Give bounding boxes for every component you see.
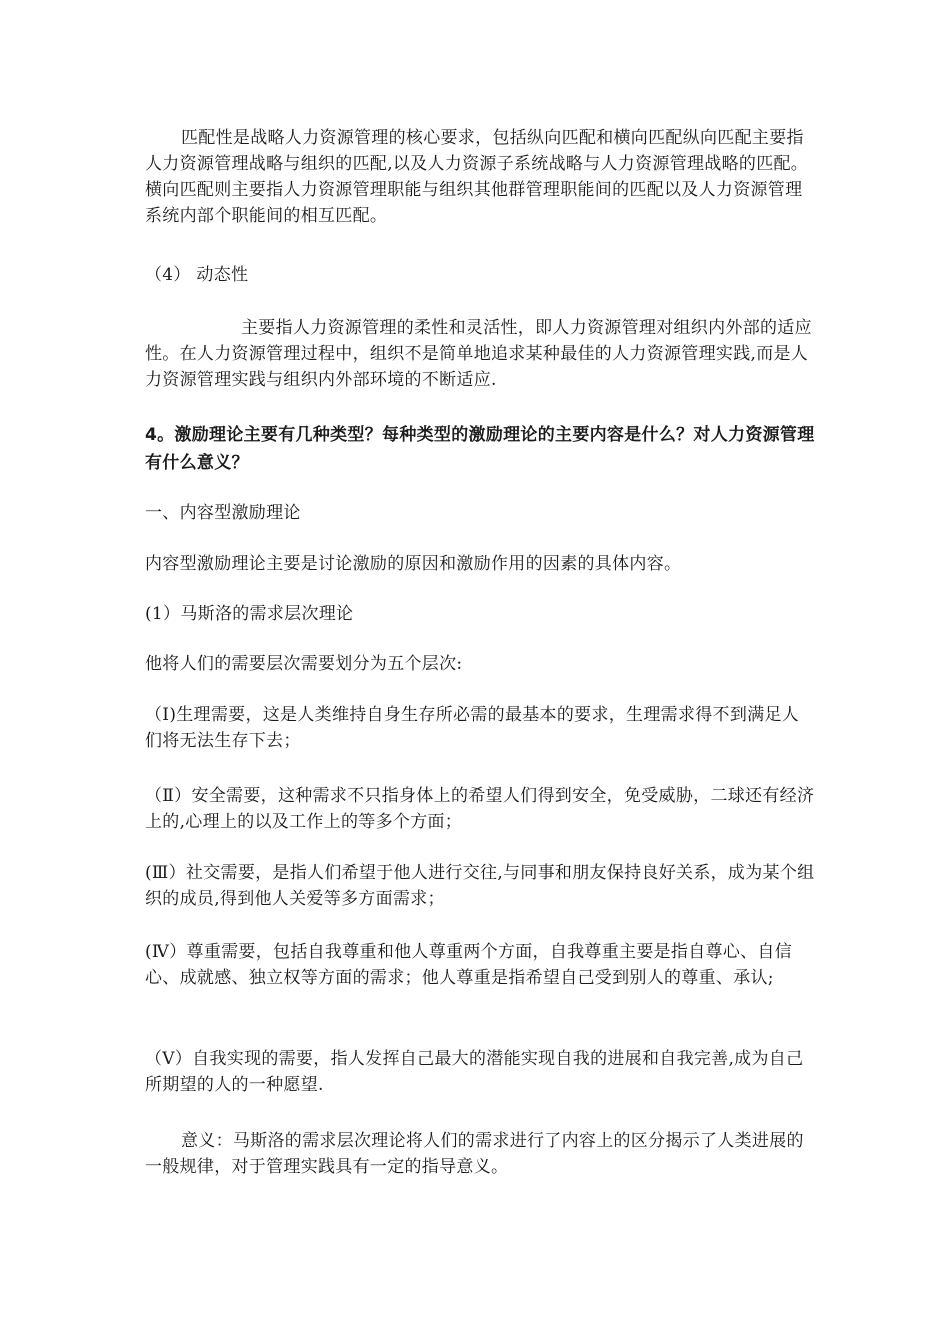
paragraph-matching: 匹配性是战略人力资源管理的核心要求，包括纵向匹配和横向匹配纵向匹配主要指人力资源管理战略与组织的匹配,以及人力资源子系统战略与人力资源管理战略的匹配。横向匹配则主要指人力资源管理职能与组织其他群管理职能间的匹配以及人力资源管理系统内部个职能间的相互匹配。 (145, 128, 809, 226)
paragraph-dynamic: 主要指人力资源管理的柔性和灵活性，即人力资源管理对组织内外部的适应性。在人力资源管理过程中，组织不是简单地追求某种最佳的人力资源管理实践,而是人力资源管理实践与组织内外部环境的不断适应. (145, 318, 812, 390)
section-description: 内容型激励理论主要是讨论激励的原因和激励作用的因素的具体内容。 (145, 554, 682, 574)
maslow-intro: 他将人们的需要层次需要划分为五个层次: (145, 654, 463, 674)
question-heading: 4。激励理论主要有几种类型？每种类型的激励理论的主要内容是什么？对人力资源管理有什么意义？ (145, 425, 815, 473)
section-title: 一、内容型激励理论 (145, 503, 301, 523)
maslow-title: (1）马斯洛的需求层次理论 (145, 604, 354, 624)
paragraph-meaning: 意义：马斯洛的需求层次理论将人们的需求进行了内容上的区分揭示了人类进展的一般规律，对于管理实践具有一定的指导意义。 (145, 1131, 804, 1177)
need-physiological: （Ⅰ)生理需要，这是人类维持自身生存所必需的最基本的要求，生理需求得不到满足人们将无法生存下去； (145, 705, 800, 751)
need-social: (Ⅲ）社交需要，是指人们希望于他人进行交往,与同事和朋友保持良好关系，成为某个组织的成员,得到他人关爱等多方面需求； (145, 863, 815, 909)
subheading-dynamic: （4） 动态性 (145, 265, 249, 285)
need-self-actualization: （Ⅴ）自我实现的需要，指人发挥自己最大的潜能实现自我的进展和自我完善,成为自己所期望的人的一种愿望. (145, 1049, 804, 1095)
need-esteem: (Ⅳ）尊重需要，包括自我尊重和他人尊重两个方面，自我尊重主要是指自尊心、自信心、成就感、独立权等方面的需求；他人尊重是指希望自己受到别人的尊重、承认; (145, 942, 793, 988)
need-safety: （Ⅱ）安全需要，这种需求不只指身体上的希望人们得到安全，免受威胁，二球还有经济上的,心理上的以及工作上的等多个方面； (145, 786, 815, 832)
